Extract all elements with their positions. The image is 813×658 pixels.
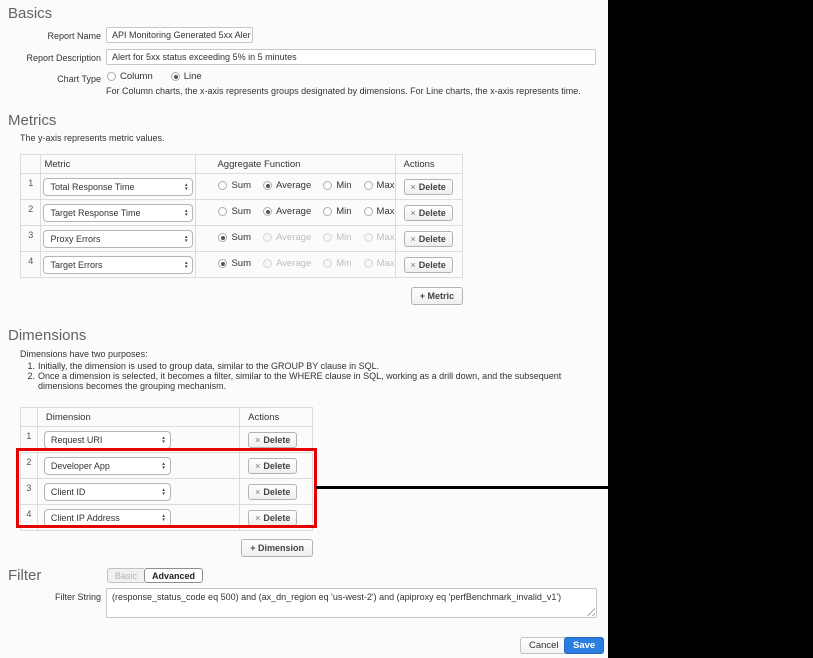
highlight-annotation-box (16, 448, 317, 528)
report-name-input[interactable]: API Monitoring Generated 5xx Aler (106, 27, 253, 43)
filter-string-value: (response_status_code eq 500) and (ax_dn_region eq 'us-west-2') and (apiproxy eq 'perfBenchmark_invalid_v1') (112, 592, 562, 602)
aggregate-option-sum[interactable]: Sum (218, 206, 251, 217)
metrics-col-metric: Metric (41, 155, 196, 174)
radio-unchecked-icon[interactable] (107, 72, 116, 81)
basics-heading: Basics (8, 5, 53, 22)
report-description-label: Report Description (26, 53, 101, 63)
radio-checked-icon[interactable] (218, 233, 227, 242)
radio-disabled-icon (263, 259, 272, 268)
radio-disabled-icon (263, 233, 272, 242)
delete-metric-button[interactable]: × Delete (404, 179, 453, 195)
select-arrows-icon: ▲ ▼ (161, 512, 166, 522)
dimensions-point-2: 2. Once a dimension is selected, it becomes a filter, similar to the WHERE clause in SQL, working as a drill down, and the subsequent dimensions becomes the grouping mechanism. (27, 371, 562, 391)
metric-select-value: Target Response Time (50, 207, 141, 218)
select-arrows-icon: ▲ ▼ (184, 259, 189, 269)
chart-type-help: For Column charts, the x-axis represents groups designated by dimensions. For Line charts, the x-axis represents time. (106, 86, 581, 96)
delete-dimension-button[interactable]: × Delete (248, 432, 297, 448)
cancel-button[interactable]: Cancel (520, 637, 568, 654)
radio-unchecked-icon[interactable] (218, 181, 227, 190)
filter-mode-advanced[interactable]: Advanced (144, 568, 203, 583)
dimension-select-value: Client IP Address (50, 512, 120, 523)
x-icon: × (255, 512, 261, 523)
aggregate-option-sum[interactable]: Sum (218, 232, 251, 243)
dimensions-intro: Dimensions have two purposes: (20, 349, 148, 359)
metric-select-value: Total Response Time (50, 181, 135, 192)
dimensions-col-dimension: Dimension (37, 408, 239, 427)
dimension-row-num: 2 (21, 453, 38, 479)
radio-unchecked-icon[interactable] (364, 181, 373, 190)
metric-row-num: 2 (21, 200, 41, 226)
metrics-col-actions: Actions (395, 155, 463, 174)
metrics-heading: Metrics (8, 112, 57, 129)
metric-row (21, 174, 463, 200)
aggregate-option-average: Average (263, 232, 311, 243)
x-icon: × (410, 233, 416, 244)
metrics-num-header (21, 155, 41, 174)
metrics-col-aggregate: Aggregate Function (196, 155, 395, 174)
metric-select-value: Target Errors (50, 259, 103, 270)
dimension-select-value: Request URI (50, 434, 103, 445)
metrics-subtitle: The y-axis represents metric values. (20, 133, 165, 143)
aggregate-option-average[interactable]: Average (263, 206, 311, 217)
dimensions-num-header (21, 408, 38, 427)
radio-disabled-icon (364, 259, 373, 268)
dimension-select-value: Client ID (50, 486, 86, 497)
dimensions-point-1: 1. Initially, the dimension is used to group data, similar to the GROUP BY clause in SQL. (27, 361, 380, 371)
radio-checked-icon[interactable] (263, 181, 272, 190)
aggregate-option-sum[interactable]: Sum (218, 258, 251, 269)
radio-checked-icon[interactable] (263, 207, 272, 216)
aggregate-option-min: Min (323, 232, 351, 243)
dimension-select-value: Developer App (50, 460, 110, 471)
aggregate-option-sum[interactable]: Sum (218, 180, 251, 191)
metric-select[interactable] (43, 256, 193, 274)
radio-checked-icon[interactable] (218, 259, 227, 268)
delete-metric-button[interactable]: × Delete (404, 257, 453, 273)
metric-row (21, 226, 463, 252)
report-name-label: Report Name (47, 31, 101, 41)
filter-mode-toggle (107, 568, 203, 583)
delete-dimension-button[interactable]: × Delete (248, 510, 297, 526)
delete-metric-button[interactable]: × Delete (404, 205, 453, 221)
chart-type-option-column[interactable] (107, 71, 153, 82)
delete-dimension-button[interactable]: × Delete (248, 484, 297, 500)
radio-disabled-icon (364, 233, 373, 242)
select-arrows-icon: ▲ ▼ (161, 434, 166, 444)
radio-unchecked-icon[interactable] (323, 207, 332, 216)
filter-string-textarea[interactable] (106, 588, 597, 618)
radio-disabled-icon (323, 259, 332, 268)
dimensions-heading: Dimensions (8, 327, 87, 344)
filter-heading: Filter (8, 567, 42, 584)
chart-type-option-label: Column (120, 71, 153, 82)
radio-unchecked-icon[interactable] (323, 181, 332, 190)
x-icon: × (410, 207, 416, 218)
add-metric-button[interactable]: + Metric (411, 287, 463, 305)
select-arrows-icon: ▲ ▼ (184, 207, 189, 217)
aggregate-option-average[interactable]: Average (263, 180, 311, 191)
aggregate-option-max[interactable]: Max (364, 206, 395, 217)
chart-type-label: Chart Type (57, 74, 101, 84)
dimensions-header-row (21, 408, 313, 427)
add-dimension-button[interactable]: + Dimension (241, 539, 313, 557)
metric-row-num: 1 (21, 174, 41, 200)
aggregate-option-max: Max (364, 258, 395, 269)
metric-row-num: 4 (21, 252, 41, 278)
report-description-input[interactable]: Alert for 5xx status exceeding 5% in 5 minutes (106, 49, 596, 65)
resize-handle-icon[interactable] (586, 607, 595, 616)
metrics-header-row (21, 155, 463, 174)
select-arrows-icon: ▲ ▼ (184, 181, 189, 191)
radio-unchecked-icon[interactable] (218, 207, 227, 216)
metrics-table (20, 154, 463, 278)
aggregate-option-min: Min (323, 258, 351, 269)
dimension-select[interactable] (44, 431, 171, 449)
dimensions-col-actions: Actions (240, 408, 313, 427)
metric-select[interactable] (43, 178, 193, 196)
filter-string-label: Filter String (54, 592, 101, 602)
metric-select-value: Proxy Errors (50, 233, 101, 244)
x-icon: × (255, 486, 261, 497)
chart-type-option-label: Line (183, 71, 202, 82)
dimension-row-num: 4 (21, 505, 38, 531)
select-arrows-icon: ▲ ▼ (184, 233, 189, 243)
metric-select[interactable] (43, 204, 193, 222)
dimension-row-num: 3 (21, 479, 38, 505)
delete-metric-button[interactable]: × Delete (404, 231, 453, 247)
metric-row-num: 3 (21, 226, 41, 252)
filter-mode-basic[interactable]: Basic (107, 568, 144, 583)
black-region (608, 0, 813, 658)
radio-unchecked-icon[interactable] (364, 207, 373, 216)
metric-row (21, 252, 463, 278)
aggregate-option-max[interactable]: Max (364, 180, 395, 191)
select-arrows-icon: ▲ ▼ (161, 460, 166, 470)
x-icon: × (255, 460, 261, 471)
aggregate-option-min[interactable]: Min (323, 180, 351, 191)
x-icon: × (410, 259, 416, 270)
select-arrows-icon: ▲ ▼ (161, 486, 166, 496)
radio-disabled-icon (323, 233, 332, 242)
save-button[interactable]: Save (564, 637, 604, 654)
metric-row (21, 200, 463, 226)
aggregate-option-average: Average (263, 258, 311, 269)
metric-select[interactable] (43, 230, 193, 248)
radio-checked-icon[interactable] (171, 72, 180, 81)
x-icon: × (255, 434, 261, 445)
dimension-row-num: 1 (21, 427, 38, 453)
aggregate-option-min[interactable]: Min (323, 206, 351, 217)
chart-type-option-line[interactable] (171, 71, 202, 82)
aggregate-option-max: Max (364, 232, 395, 243)
x-icon: × (410, 181, 416, 192)
delete-dimension-button[interactable]: × Delete (248, 458, 297, 474)
